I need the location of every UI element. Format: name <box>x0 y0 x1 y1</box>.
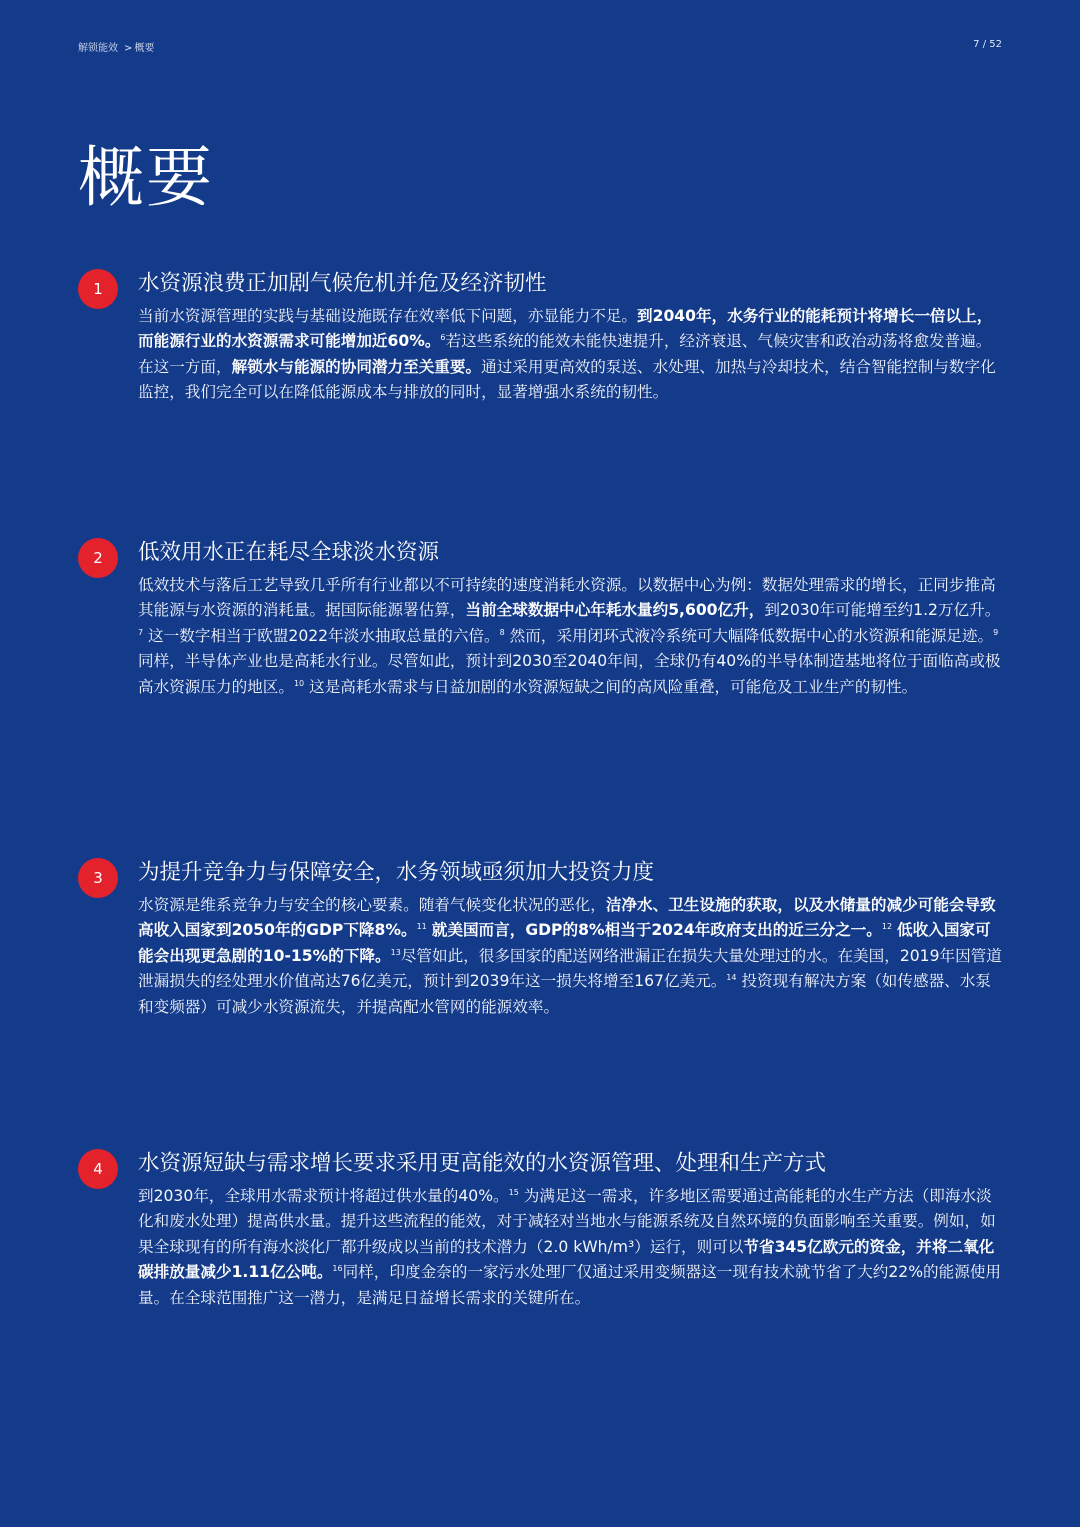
section-number-badge: 4 <box>78 1149 118 1189</box>
body-text: 通过采用更高效的泵送、水处理、加热与冷却技术，结合智能控制与数字化监控，我们完全可以在降低能源成本与排放的同时，显著增强水系统的韧性。 <box>138 357 996 402</box>
footnote-ref[interactable]: 16 <box>332 1264 343 1274</box>
body-text: 投资现有解决方案（如传感器、水泵和变频器）可减少水资源流失，并提高配水管网的能源效率。 <box>138 972 991 1016</box>
footnote-ref[interactable]: 9 <box>993 627 999 637</box>
footnote-ref[interactable]: 7 <box>138 627 144 637</box>
section-heading: 水资源短缺与需求增长要求采用更高能效的水资源管理、处理和生产方式 <box>138 1151 827 1176</box>
footnote-ref[interactable]: 8 <box>499 627 505 637</box>
emphasis-text: 洁净水、卫生设施的获取，以及水储量的减少可能会导致高收入国家到2050年的GDP下降8%。 <box>138 896 996 940</box>
breadcrumb-item-summary[interactable]: 概要 <box>134 43 155 54</box>
section-heading: 水资源浪费正加剧气候危机并危及经济韧性 <box>138 271 547 296</box>
footnote-ref[interactable]: 14 <box>726 973 737 983</box>
section-number-badge: 3 <box>78 858 118 898</box>
footnote-ref[interactable]: 11 <box>416 922 427 932</box>
body-text: 同样，半导体产业也是高耗水行业。尽管如此，预计到2030至2040年间，全球仍有40%的半导体制造基地将位于面临高或极高水资源压力的地区。 <box>138 652 1001 696</box>
footnote-ref[interactable]: 15 <box>508 1188 519 1197</box>
section-number-badge: 2 <box>78 538 118 578</box>
breadcrumb <box>78 39 154 54</box>
body-text: 到2030年，全球用水需求预计将超过供水量的40%。 <box>138 1187 509 1205</box>
body-text: 这是高耗水需求与日益加剧的水资源短缺之间的高风险重叠，可能危及工业生产的韧性。 <box>304 677 918 696</box>
footnote-ref[interactable]: 6 <box>440 333 446 343</box>
emphasis-text: 当前全球数据中心年耗水量约5,600亿升， <box>465 601 765 620</box>
body-text: 尽管如此，很多国家的配送网络泄漏正在损失大量处理过的水。在美国，2019年因管道泄漏损失的经处理水价值高达76亿美元，预计到2039年这一损失将增至167亿美元。 <box>138 946 1002 991</box>
body-text: 当前水资源管理的实践与基础设施既存在效率低下问题，亦显能力不足。 <box>138 307 638 325</box>
body-text: 到2030年可能增至约1.2万亿升。 <box>764 601 1001 620</box>
emphasis-text: 解锁水与能源的协同潜力至关重要。 <box>231 357 482 376</box>
section-number-badge: 1 <box>78 269 118 309</box>
section-body <box>138 304 1004 406</box>
body-text: 同样，印度金奈的一家污水处理厂仅通过采用变频器这一现有技术就节省了大约22%的能源使用量。在全球范围推广这一潜力，是满足日益增长需求的关键所在。 <box>138 1263 1002 1307</box>
breadcrumb-item-report[interactable]: 解锁能效 <box>78 43 118 54</box>
breadcrumb-separator: > <box>124 43 133 54</box>
body-text: 低效技术与落后工艺导致几乎所有行业都以不可持续的速度消耗水资源。以数据中心为例：数据处理需求的增长，正同步推高其能源与水资源的消耗量。据国际能源署估算， <box>138 576 996 620</box>
emphasis-text: 低收入国家可能会出现更急剧的10-15%的下降。 <box>138 921 991 965</box>
emphasis-text: 节省345亿欧元的资金，并将二氧化碳排放量减少1.11亿公吨。 <box>138 1237 995 1282</box>
page-indicator: 7 / 52 <box>973 39 1002 50</box>
body-text: 若这些系统的能效未能快速提升，经济衰退、气候灾害和政治动荡将愈发普遍。在这一方面， <box>138 332 992 376</box>
footnote-ref[interactable]: 12 <box>881 922 893 932</box>
section-body <box>138 573 1004 700</box>
section-heading: 为提升竞争力与保障安全，水务领域亟须加大投资力度 <box>138 860 655 885</box>
footnote-ref[interactable]: 13 <box>390 947 401 957</box>
section-heading: 低效用水正在耗尽全球淡水资源 <box>138 540 440 565</box>
emphasis-text: 就美国而言，GDP的8%相当于2024年政府支出的近三分之一。 <box>431 921 882 940</box>
section-body <box>138 1184 1004 1311</box>
footnote-ref[interactable]: 10 <box>293 678 305 688</box>
section-body <box>138 893 1004 1020</box>
page-header <box>78 39 1002 53</box>
page-title: 概要 <box>78 139 214 216</box>
body-text: 水资源是维系竞争力与安全的核心要素。随着气候变化状况的恶化， <box>138 896 606 914</box>
body-text: 为满足这一需求，许多地区需要通过高能耗的水生产方法（即海水淡化和废水处理）提高供水量。提升这些流程的能效，对于减轻对当地水与能源系统及自然环境的负面影响至关重要。例如，如果全球现有的所有海水淡化厂都升级成以当前的技术潜力（2.0 kWh/m³）运行，则可以 <box>138 1187 996 1256</box>
emphasis-text: 到2040年，水务行业的能耗预计将增长一倍以上，而能源行业的水资源需求可能增加近60%。 <box>138 307 993 351</box>
body-text: 这一数字相当于欧盟2022年淡水抽取总量的六倍。 <box>143 626 500 645</box>
body-text: 然而，采用闭环式液冷系统可大幅降低数据中心的水资源和能源足迹。 <box>504 626 994 645</box>
